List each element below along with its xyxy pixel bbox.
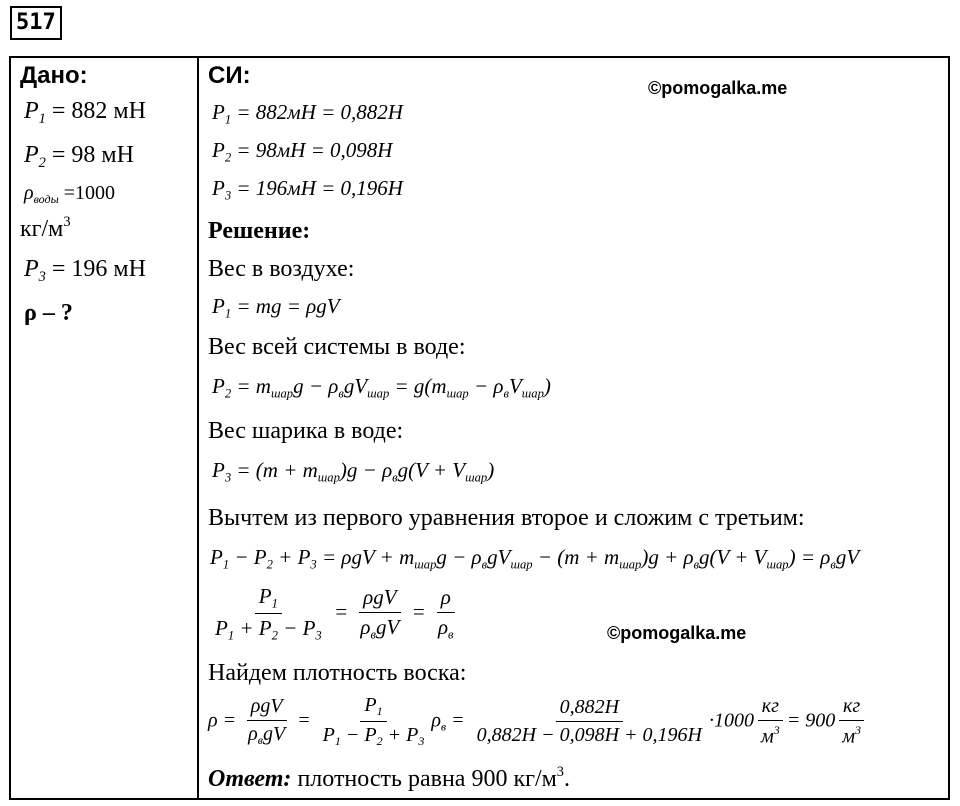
given-find: ρ – ? <box>24 300 73 326</box>
given-p1: $P_1 = 882$ мН <box>24 98 146 128</box>
problem-number: 517 <box>10 6 62 40</box>
system-weight-label: Вес всей системы в воде: <box>208 334 466 360</box>
given-p3-value: = 196 мН <box>51 256 146 282</box>
answer: Ответ: плотность равна 900 $кг/м^3$. <box>208 764 570 793</box>
solution-title: Решение: <box>208 218 311 244</box>
equation-combined: $P_1 - P_2 + P_3 = \rho gV + m_{шар}g - \rho_вgV_{шар} - (m + m_{шар})g + \rho_вg(V + V_{шар}) = \rho_вgV$ <box>210 545 860 572</box>
column-divider <box>197 56 199 798</box>
given-rho-water: $\rho_{воды} =1000$ <box>24 182 115 207</box>
given-p1-value: = 882 мН <box>51 98 146 124</box>
equation-ratio: $\frac{P_1}{P_1 + P_2 - P_3}$ = $\frac{\text{ρgV}}{\rho_вgV}$ = $\frac{\rho}{\rho_в}$ <box>215 584 454 643</box>
watermark-middle: ©pomogalka.me <box>607 623 747 643</box>
given-rho-water-unit: $кг/м^3$ <box>20 214 71 243</box>
solution-table <box>9 56 950 800</box>
given-rho-water-value: =1000 <box>63 182 115 204</box>
equation-air-weight: $P_1$ = mg = ρgV <box>212 294 340 321</box>
si-line-1: $P_1 = 882мН = 0,882Н$ <box>212 100 403 127</box>
answer-text: плотность равна 900 кг/м <box>297 766 557 793</box>
air-weight-label: Вес в воздухе: <box>208 256 355 282</box>
given-title: Дано: <box>20 62 88 89</box>
equation-system-weight: $P_2 = m_{шар}g - \rho_вgV_{шар} = g(m_{шар} - \rho_вV_{шар})$ <box>212 374 551 401</box>
answer-label: Ответ: <box>208 766 292 793</box>
si-line-2: $P_2 = 98мН = 0,098Н$ <box>212 138 393 165</box>
equation-density: ρ = $\frac{\text{ρgV}}{\rho_вgV}$ = $\frac{P_1}{P_1 - P_2 + P_3}$ $\rho_в$ = $\frac{0,882H}{0,882H - 0,098H + 0,196H}$ ·1000 $\frac{кг}{м^3}$ = 900 $\frac{кг}{м^3}$ <box>208 694 868 749</box>
given-p2: $P_2 = 98$ мН <box>24 142 134 172</box>
equation-ball-weight: $P_3 = (m + m_{шар})g - \rho_вg(V + V_{шар})$ <box>212 458 495 485</box>
si-line-3: $P_3 = 196мН = 0,196Н$ <box>212 176 403 203</box>
subtract-add-label: Вычтем из первого уравнения второе и сложим с третьим: <box>208 505 805 531</box>
watermark-top: ©pomogalka.me <box>648 78 788 98</box>
given-p3: $P_3 = 196$ мН <box>24 256 146 286</box>
given-p2-value: = 98 мН <box>51 142 134 168</box>
si-title: СИ: <box>208 62 251 89</box>
ball-weight-label: Вес шарика в воде: <box>208 418 404 444</box>
density-label: Найдем плотность воска: <box>208 660 467 686</box>
